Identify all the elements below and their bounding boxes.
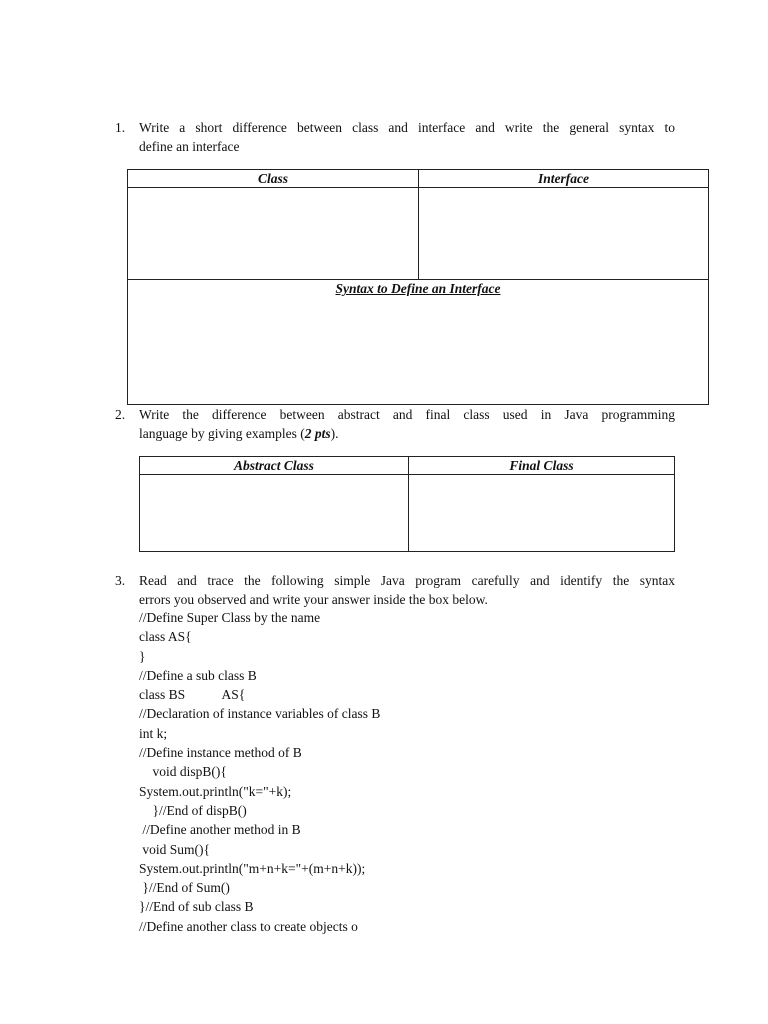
code-line: void Sum(){ (139, 841, 210, 857)
column-header-interface: Interface (419, 170, 709, 188)
question-number: 3. (115, 573, 126, 588)
code-line: }//End of sub class B (139, 899, 254, 915)
question-2 (115, 405, 675, 443)
column-header-final-class: Final Class (409, 457, 675, 475)
question-1 (115, 118, 675, 156)
answer-cell-final[interactable] (409, 475, 675, 552)
code-line: System.out.println("k="+k); (139, 783, 292, 799)
code-line: class BS AS{ (139, 687, 246, 703)
answer-cell-interface[interactable] (419, 188, 709, 280)
question-text: Read and trace the following simple Java program carefully and identify the syntax errors you observed and write your answer inside the box below. (139, 573, 675, 607)
column-header-abstract-class: Abstract Class (140, 457, 409, 475)
question-text: Write a short difference between class and interface and write the general syntax to define an interface (139, 120, 675, 154)
code-line: //Declaration of instance variables of class B (139, 706, 381, 722)
syntax-cell[interactable] (128, 280, 709, 405)
code-line: } (139, 648, 146, 664)
code-line: }//End of Sum() (139, 880, 230, 896)
code-line: System.out.println("m+n+k="+(m+n+k)); (139, 860, 366, 876)
code-line: void dispB(){ (139, 764, 227, 780)
code-line: int k; (139, 725, 168, 741)
class-interface-table (127, 169, 709, 405)
question-number: 2. (115, 407, 126, 422)
code-line: }//End of dispB() (139, 802, 247, 818)
abstract-final-table (139, 456, 675, 552)
answer-cell-abstract[interactable] (140, 475, 409, 552)
code-line: //Define another method in B (139, 822, 301, 838)
code-line: //Define instance method of B (139, 745, 302, 761)
code-line: //Define Super Class by the name (139, 610, 321, 625)
column-header-class: Class (128, 170, 419, 188)
question-3 (115, 571, 675, 609)
code-line: //Define another class to create objects o (139, 918, 358, 934)
java-code-listing (139, 608, 380, 936)
answer-cell-class[interactable] (128, 188, 419, 280)
code-line: //Define a sub class B (139, 667, 257, 683)
question-number: 1. (115, 120, 126, 135)
question-text: Write the difference between abstract and final class used in Java programming language by giving examples (2 pts). (139, 407, 675, 441)
code-line: class AS{ (139, 629, 192, 645)
syntax-header: Syntax to Define an Interface (335, 281, 501, 296)
